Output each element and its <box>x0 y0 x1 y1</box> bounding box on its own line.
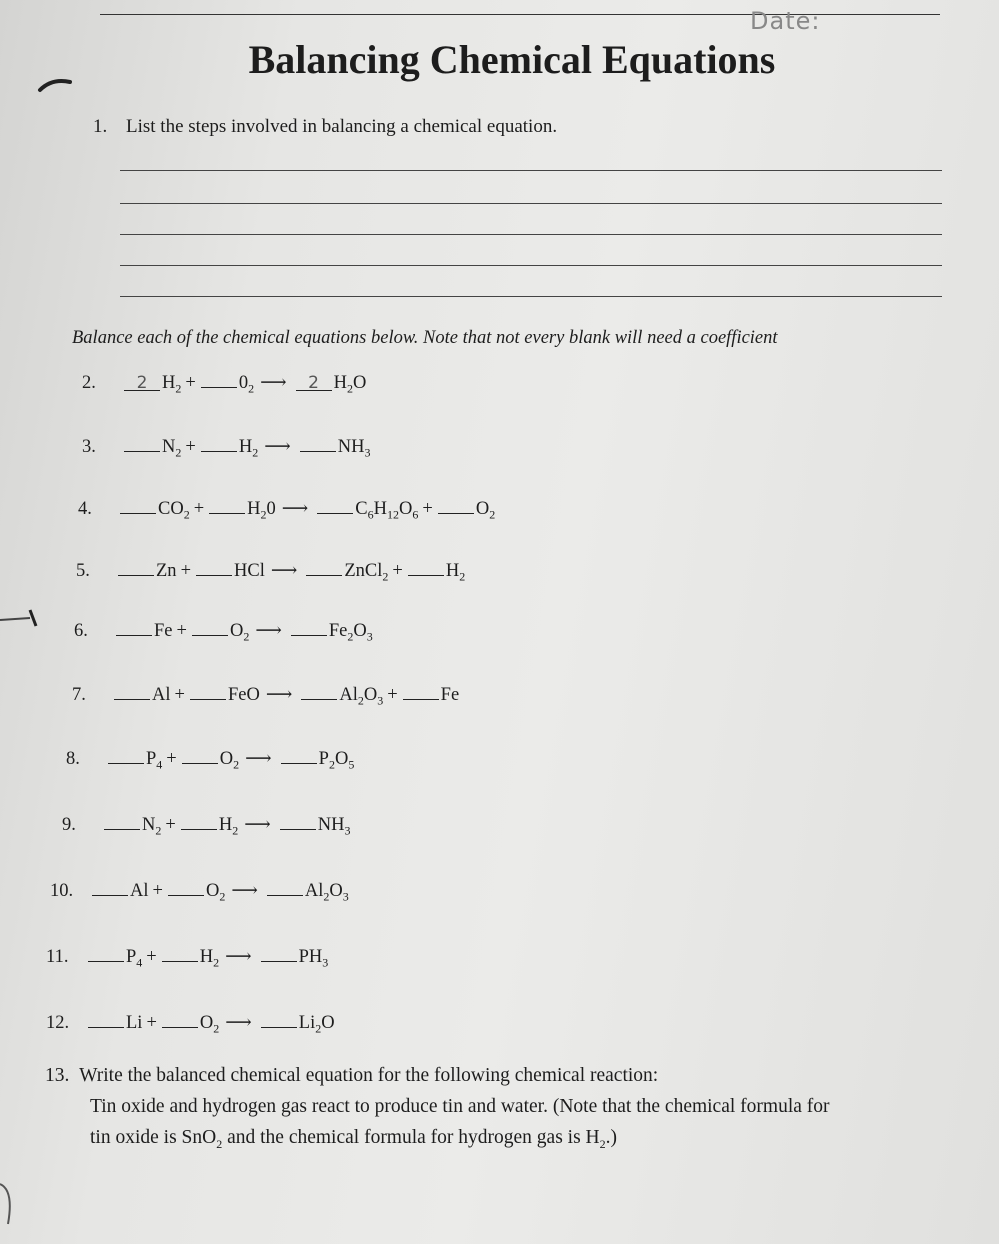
answer-line[interactable] <box>120 296 942 297</box>
equation-8: 8. $P_4 + O_2$ ⟶ $P_2O_5$ <box>66 749 355 772</box>
coefficient-blank[interactable] <box>300 437 336 452</box>
answer-line[interactable] <box>120 170 942 171</box>
equation-5: 5. Zn + HCl ⟶ ZnCl$_2$ + $H_2$ <box>76 561 466 584</box>
equation-number: 7. <box>72 685 86 705</box>
question-number: 1. <box>93 116 108 137</box>
equation-3: 3. $N_2 + H_2$ ⟶ $NH_3$ <box>82 437 371 460</box>
coefficient-blank[interactable] <box>104 815 140 830</box>
coefficient-blank[interactable] <box>201 437 237 452</box>
coefficient-blank[interactable] <box>190 685 226 700</box>
coefficient-blank[interactable] <box>281 749 317 764</box>
date-label: Date: <box>750 7 821 35</box>
coefficient-blank[interactable] <box>403 685 439 700</box>
question-13 <box>45 1060 830 1160</box>
answer-line[interactable] <box>120 203 942 204</box>
coefficient-blank[interactable] <box>88 1013 124 1028</box>
coefficient-blank[interactable]: 2 <box>124 376 160 391</box>
coefficient-blank[interactable] <box>162 1013 198 1028</box>
pen-mark-icon <box>0 600 50 630</box>
coefficient-blank[interactable] <box>209 499 245 514</box>
equation-7: 7. Al + FeO ⟶ $Al_2O_3 + Fe$ <box>72 685 460 708</box>
coefficient-blank[interactable]: 2 <box>296 376 332 391</box>
coefficient-blank[interactable] <box>120 499 156 514</box>
pen-mark-icon <box>0 1170 20 1230</box>
coefficient-blank[interactable] <box>267 881 303 896</box>
equation-12: 12. $Li + O_2$ ⟶ $Li_2O$ <box>46 1013 335 1036</box>
question-prompt: Write the balanced chemical equation for the following chemical reaction: <box>79 1065 659 1086</box>
equation-number: 6. <box>74 621 88 641</box>
equation-number: 3. <box>82 437 96 457</box>
equation-4: 4. $CO_2 + H_20$ ⟶ $C_6H_{12}O_6 + O_2$ <box>78 499 496 522</box>
instructions: Balance each of the chemical equations below. Note that not every blank will need a coefficient <box>72 328 778 348</box>
coefficient-blank[interactable] <box>192 621 228 636</box>
coefficient-blank[interactable] <box>92 881 128 896</box>
coefficient-blank[interactable] <box>261 947 297 962</box>
answer-line[interactable] <box>120 265 942 266</box>
coefficient-blank[interactable] <box>162 947 198 962</box>
equation-number: 5. <box>76 561 90 581</box>
equation-number: 2. <box>82 373 96 393</box>
question-1 <box>93 116 557 138</box>
coefficient-blank[interactable] <box>168 881 204 896</box>
coefficient-blank[interactable] <box>301 685 337 700</box>
equation-number: 10. <box>50 881 74 901</box>
equation-number: 4. <box>78 499 92 519</box>
coefficient-blank[interactable] <box>201 373 237 388</box>
coefficient-blank[interactable] <box>261 1013 297 1028</box>
coefficient-blank[interactable] <box>306 561 342 576</box>
coefficient-blank[interactable] <box>114 685 150 700</box>
equation-11: 11. $P_4 + H_2$ ⟶ $PH_3$ <box>46 947 329 970</box>
equation-2: 2. 2 $H_2 + 0_2$ ⟶ 2 $H_2O$ <box>82 373 367 396</box>
date-line <box>100 7 940 35</box>
question-number: 13. <box>45 1065 70 1086</box>
coefficient-blank[interactable] <box>181 815 217 830</box>
coefficient-blank[interactable] <box>196 561 232 576</box>
coefficient-blank[interactable] <box>88 947 124 962</box>
question-text: List the steps involved in balancing a chemical equation. <box>126 116 558 137</box>
equation-10: 10. $Al + O_2$ ⟶ $Al_2O_3$ <box>50 881 349 904</box>
equation-number: 12. <box>46 1013 70 1033</box>
coefficient-blank[interactable] <box>291 621 327 636</box>
equation-6: 6. $Fe + O_2$ ⟶ $Fe_2O_3$ <box>74 621 373 644</box>
coefficient-blank[interactable] <box>182 749 218 764</box>
question-detail-line: Tin oxide and hydrogen gas react to produce tin and water. (Note that the chemical formula for <box>90 1096 830 1117</box>
coefficient-blank[interactable] <box>108 749 144 764</box>
coefficient-blank[interactable] <box>118 561 154 576</box>
equation-number: 8. <box>66 749 80 769</box>
coefficient-blank[interactable] <box>116 621 152 636</box>
coefficient-blank[interactable] <box>438 499 474 514</box>
page-title: Balancing Chemical Equations <box>248 37 776 82</box>
equation-number: 9. <box>62 815 76 835</box>
equation-number: 11. <box>46 947 69 967</box>
answer-line[interactable] <box>120 234 942 235</box>
question-detail-line: tin oxide is SnO$_2$ and the chemical formula for hydrogen gas is $H_2$.) <box>90 1127 618 1151</box>
coefficient-blank[interactable] <box>317 499 353 514</box>
equation-9: 9. $N_2 + H_2$ ⟶ $NH_3$ <box>62 815 351 838</box>
coefficient-blank[interactable] <box>280 815 316 830</box>
coefficient-blank[interactable] <box>408 561 444 576</box>
coefficient-blank[interactable] <box>124 437 160 452</box>
